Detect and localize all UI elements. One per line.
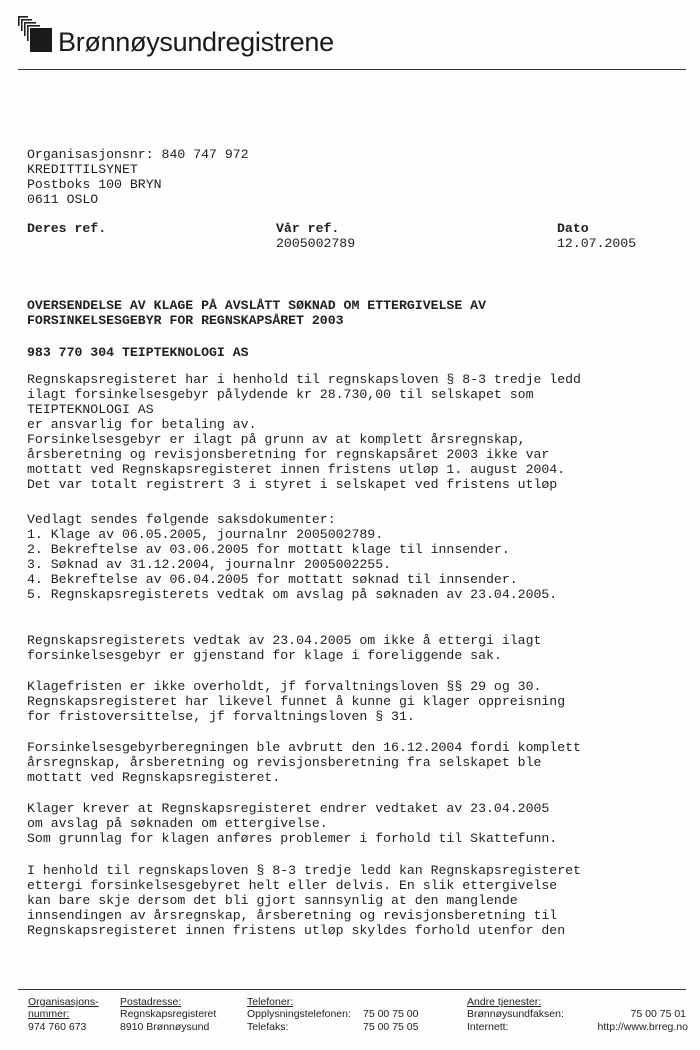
paragraph-fee-imposed	[27, 372, 581, 492]
text-line: TEIPTEKNOLOGI AS	[27, 402, 154, 417]
footer-orgnr-label: Organisasjons-	[28, 996, 99, 1008]
text-line: Forsinkelsesgebyrberegningen ble avbrutt den 16.12.2004 fordi komplett	[27, 740, 581, 755]
date-value: 12.07.2005	[557, 236, 637, 251]
letter-subject	[27, 298, 486, 328]
footer-fax-value: 75 00 75 05	[363, 1021, 419, 1033]
company-identifier: 983 770 304 TEIPTEKNOLOGI AS	[27, 345, 249, 360]
text-line: forsinkelsesgebyr er gjenstand for klage i foreliggende sak.	[27, 648, 502, 663]
text-line: for fristoversittelse, jf forvaltningsloven § 31.	[27, 709, 415, 724]
footer-internet-label: Internett:	[467, 1021, 509, 1033]
text-line: om avslag på søknaden om ettergivelse.	[27, 816, 328, 831]
text-line: kan bare skje dersom det bli gjort sannsynlig at den manglende	[27, 893, 518, 908]
footer-internet-link[interactable]: http://www.brreg.no	[597, 1021, 688, 1033]
our-reference-value: 2005002789	[276, 236, 356, 251]
paragraph-decision	[27, 633, 541, 663]
list-item: 1. Klage av 06.05.2005, journalnr 2005002789.	[27, 527, 384, 542]
paragraph-enclosed-documents	[27, 512, 557, 602]
your-reference-label: Deres ref.	[27, 221, 107, 236]
footer-orgnr-label: nummer:	[28, 1008, 70, 1020]
footer-orgnr-value: 974 760 673	[28, 1021, 87, 1033]
footer-other-services-label: Andre tjenester:	[467, 996, 542, 1008]
text-line: årsregnskap, årsberetning og revisjonsberetning fra selskapet ble	[27, 755, 542, 770]
text-line: I henhold til regnskapsloven § 8-3 tredje ledd kan Regnskapsregisteret	[27, 863, 581, 878]
text-line: er ansvarlig for betaling av.	[27, 417, 257, 432]
footer-postaddress-line: Regnskapsregisteret	[120, 1008, 217, 1020]
paragraph-legal-basis	[27, 863, 581, 938]
text-line: Regnskapsregisteret har likevel funnet å kunne gi klager oppreisning	[27, 694, 566, 709]
footer-infoline-label: Opplysningstelefonen:	[247, 1008, 351, 1020]
our-reference-label: Vår ref.	[276, 221, 340, 236]
text-line: Regnskapsregisteret har i henhold til regnskapsloven § 8-3 tredje ledd	[27, 372, 581, 387]
text-line: Klagefristen er ikke overholdt, jf forvaltningsloven §§ 29 og 30.	[27, 679, 542, 694]
text-line: Vedlagt sendes følgende saksdokumenter:	[27, 512, 336, 527]
text-line: mottatt ved Regnskapsregisteret innen fristens utløp 1. august 2004.	[27, 462, 566, 477]
footer-fax-label: Telefaks:	[247, 1021, 289, 1033]
text-line: ettergi forsinkelsesgebyret helt eller delvis. En slik ettergivelse	[27, 878, 558, 893]
list-item: 2. Bekreftelse av 03.06.2005 for mottatt klage til innsender.	[27, 542, 510, 557]
registry-logo-icon	[18, 16, 52, 56]
text-line: Klager krever at Regnskapsregisteret endrer vedtaket av 23.04.2005	[27, 801, 550, 816]
text-line: årsberetning og revisjonsberetning for regnskapsåret 2003 ikke var	[27, 447, 550, 462]
list-item: 5. Regnskapsregisterets vedtak om avslag på søknaden av 23.04.2005.	[27, 587, 558, 602]
subject-line: FORSINKELSESGEBYR FOR REGNSKAPSÅRET 2003	[27, 313, 344, 328]
text-line: Forsinkelsesgebyr er ilagt på grunn av at komplett årsregnskap,	[27, 432, 526, 447]
text-line: Det var totalt registrert 3 i styret i selskapet ved fristens utløp	[27, 477, 558, 492]
paragraph-claim	[27, 801, 557, 846]
text-line: Som grunnlag for klagen anføres problemer i forhold til Skattefunn.	[27, 831, 558, 846]
recipient-postbox: Postboks 100 BRYN	[27, 177, 162, 192]
footer-divider	[18, 989, 686, 990]
paragraph-fee-calculation	[27, 740, 581, 785]
list-item: 3. Søknad av 31.12.2004, journalnr 2005002255.	[27, 557, 392, 572]
recipient-name: KREDITTILSYNET	[27, 162, 138, 177]
header-divider	[18, 69, 686, 70]
date-label: Dato	[557, 221, 589, 236]
paragraph-deadline	[27, 679, 565, 724]
text-line: Regnskapsregisteret innen fristens utløp skyldes forhold utenfor den	[27, 923, 566, 938]
footer-postaddress-label: Postadresse:	[120, 996, 182, 1008]
text-line: ilagt forsinkelsesgebyr pålydende kr 28.730,00 til selskapet som	[27, 387, 534, 402]
footer-infoline-value: 75 00 75 00	[363, 1008, 419, 1020]
footer-brreg-fax-value: 75 00 75 01	[630, 1008, 686, 1020]
recipient-orgnr: Organisasjonsnr: 840 747 972	[27, 147, 249, 162]
text-line: mottatt ved Regnskapsregisteret.	[27, 770, 281, 785]
recipient-address	[27, 147, 249, 207]
organization-name: Brønnøysundregistrene	[58, 27, 334, 57]
footer-brreg-fax-label: Brønnøysundfaksen:	[467, 1008, 564, 1020]
list-item: 4. Bekreftelse av 06.04.2005 for mottatt søknad til innsender.	[27, 572, 518, 587]
footer-postaddress-line: 8910 Brønnøysund	[120, 1021, 210, 1033]
subject-line: OVERSENDELSE AV KLAGE PÅ AVSLÅTT SØKNAD OM ETTERGIVELSE AV	[27, 298, 486, 313]
text-line: Regnskapsregisterets vedtak av 23.04.2005 om ikke å ettergi ilagt	[27, 633, 542, 648]
footer-phones-label: Telefoner:	[247, 996, 294, 1008]
text-line: innsendingen av årsregnskap, årsberetning og revisjonsberetning til	[27, 908, 558, 923]
recipient-postcode: 0611 OSLO	[27, 192, 99, 207]
